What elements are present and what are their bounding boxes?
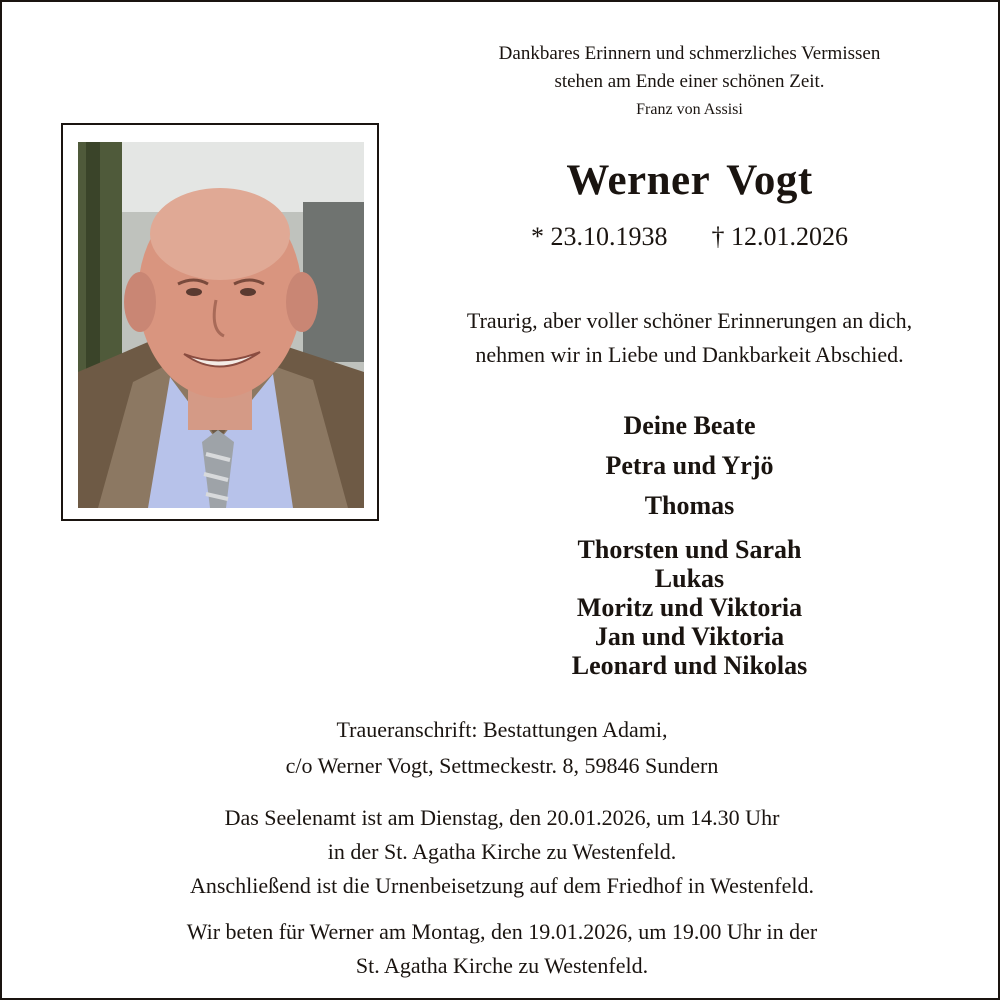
prayer-line-2: St. Agatha Kirche zu Westenfeld. xyxy=(355,953,649,978)
family-group-2 xyxy=(377,535,1000,680)
last-name: Vogt xyxy=(726,157,813,204)
mourning-address xyxy=(2,712,1000,784)
urn-burial: Anschließend ist die Urnenbeisetzung auf dem Friedhof in Westenfeld. xyxy=(189,873,815,898)
life-dates xyxy=(377,222,1000,252)
quote-author: Franz von Assisi xyxy=(636,101,743,118)
quote-line-1: Dankbares Erinnern und schmerzliches Vermissen xyxy=(498,43,881,64)
requiem-service xyxy=(2,801,1000,869)
deceased-name xyxy=(377,156,1000,205)
address-line-2: c/o Werner Vogt, Settmeckestr. 8, 59846 Sundern xyxy=(285,753,719,778)
farewell-message xyxy=(377,304,1000,372)
address-line-1: Traueranschrift: Bestattungen Adami, xyxy=(336,717,668,742)
memorial-quote xyxy=(377,40,1000,96)
portrait-photo xyxy=(78,142,364,508)
prayer-line-1: Wir beten für Werner am Montag, den 19.01.2026, um 19.00 Uhr in der xyxy=(186,919,818,944)
farewell-line-1: Traurig, aber voller schöner Erinnerungen an dich, xyxy=(466,308,913,333)
family-member: Leonard und Nikolas xyxy=(571,651,808,680)
family-member: Thorsten und Sarah xyxy=(577,535,802,564)
portrait-frame xyxy=(61,123,379,521)
family-member: Moritz und Viktoria xyxy=(576,593,803,622)
service-line-2: in der St. Agatha Kirche zu Westenfeld. xyxy=(327,839,677,864)
death-date: † 12.01.2026 xyxy=(711,222,848,251)
family-member: Jan und Viktoria xyxy=(594,622,785,651)
service-line-1: Das Seelenamt ist am Dienstag, den 20.01.2026, um 14.30 Uhr xyxy=(224,805,780,830)
family-member: Lukas xyxy=(654,564,725,593)
family-member: Deine Beate xyxy=(623,411,756,440)
prayer-service xyxy=(2,915,1000,983)
family-group-1 xyxy=(377,406,1000,526)
family-member: Thomas xyxy=(644,491,735,520)
farewell-line-2: nehmen wir in Liebe und Dankbarkeit Abschied. xyxy=(475,342,904,367)
birth-date: * 23.10.1938 xyxy=(531,222,668,251)
quote-line-2: stehen am Ende einer schönen Zeit. xyxy=(554,71,825,92)
first-name: Werner xyxy=(566,157,711,204)
family-member: Petra und Yrjö xyxy=(605,451,774,480)
